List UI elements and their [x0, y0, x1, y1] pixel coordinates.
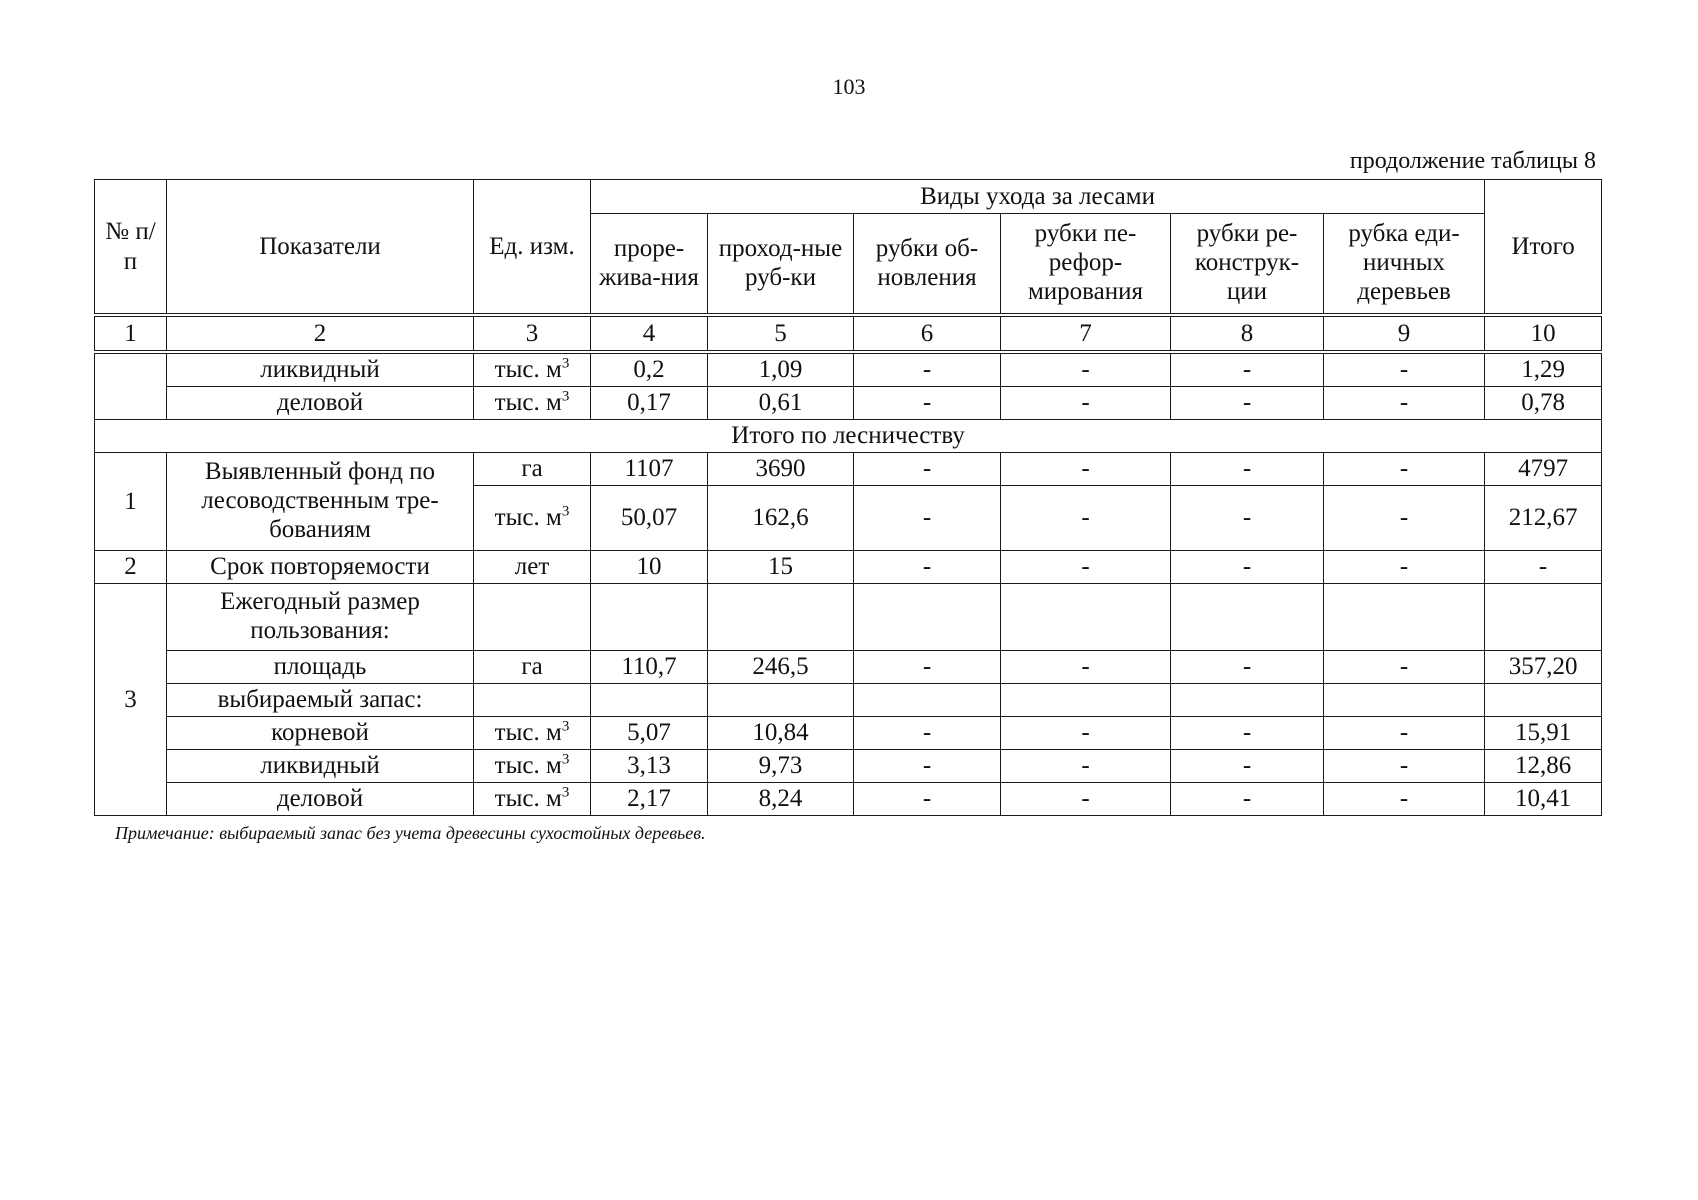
unit-cell: тыс. $м^3$ — [474, 717, 591, 750]
header-thinning: проре-жива-ния — [591, 214, 708, 316]
row-label: деловой — [167, 387, 474, 420]
header-indicators: Показатели — [167, 180, 474, 316]
value-cell: - — [854, 486, 1001, 551]
column-number: 9 — [1324, 315, 1485, 352]
value-cell: - — [1001, 352, 1171, 387]
value-cell: - — [1001, 783, 1171, 816]
empty-cell — [1001, 584, 1171, 651]
value-cell: - — [1324, 717, 1485, 750]
table-continuation-label: продолжение таблицы 8 — [1349, 148, 1596, 174]
row-label: ликвидный — [167, 750, 474, 783]
value-cell: 5,07 — [591, 717, 708, 750]
value-cell: 15 — [708, 551, 854, 584]
value-cell: - — [1171, 387, 1324, 420]
empty-cell — [1171, 684, 1324, 717]
value-cell: - — [1001, 750, 1171, 783]
empty-cell — [854, 684, 1001, 717]
value-cell: - — [1001, 453, 1171, 486]
total-cell: 12,86 — [1485, 750, 1602, 783]
row-label: деловой — [167, 783, 474, 816]
value-cell: 1107 — [591, 453, 708, 486]
empty-cell — [1485, 584, 1602, 651]
value-cell: - — [1324, 750, 1485, 783]
value-cell: 8,24 — [708, 783, 854, 816]
total-cell: - — [1485, 551, 1602, 584]
value-cell: 3690 — [708, 453, 854, 486]
value-cell: - — [1324, 551, 1485, 584]
row-label: Ежегодный размер пользования: — [167, 584, 474, 651]
value-cell: 246,5 — [708, 651, 854, 684]
unit-cell: тыс. $м^3$ — [474, 387, 591, 420]
header-total: Итого — [1485, 180, 1602, 316]
value-cell: - — [1171, 352, 1324, 387]
section-title-row — [95, 420, 1602, 453]
value-cell: 10 — [591, 551, 708, 584]
header-reconstruction-cutting: рубки ре-конструк-ции — [1171, 214, 1324, 316]
value-cell: - — [1001, 486, 1171, 551]
value-cell: - — [1001, 717, 1171, 750]
row-label: Срок повторяемости — [167, 551, 474, 584]
value-cell: - — [854, 352, 1001, 387]
empty-cell — [474, 584, 591, 651]
table-row — [95, 352, 1602, 387]
column-number: 10 — [1485, 315, 1602, 352]
page-number: 103 — [832, 74, 866, 99]
empty-cell — [1324, 584, 1485, 651]
value-cell: 50,07 — [591, 486, 708, 551]
forest-care-table — [94, 179, 1602, 816]
value-cell: - — [1001, 387, 1171, 420]
empty-cell — [1171, 584, 1324, 651]
table-row — [95, 783, 1602, 816]
value-cell: - — [854, 551, 1001, 584]
header-no: № п/п — [95, 180, 167, 316]
value-cell: 0,17 — [591, 387, 708, 420]
value-cell: - — [1171, 486, 1324, 551]
column-number: 3 — [474, 315, 591, 352]
value-cell: 162,6 — [708, 486, 854, 551]
column-number: 1 — [95, 315, 167, 352]
value-cell: 0,61 — [708, 387, 854, 420]
unit-cell: га — [474, 651, 591, 684]
table-row — [95, 453, 1602, 486]
value-cell: - — [1324, 352, 1485, 387]
row-label: корневой — [167, 717, 474, 750]
table-row — [95, 551, 1602, 584]
table-row — [95, 584, 1602, 651]
table-note: Примечание: выбираемый запас без учета древесины сухостойных деревьев. — [115, 823, 706, 843]
value-cell: 2,17 — [591, 783, 708, 816]
value-cell: - — [1171, 717, 1324, 750]
value-cell: - — [1171, 750, 1324, 783]
row-label: выбираемый запас: — [167, 684, 474, 717]
total-cell: 15,91 — [1485, 717, 1602, 750]
column-number: 5 — [708, 315, 854, 352]
row-number: 3 — [95, 584, 167, 816]
header-care-types: Виды ухода за лесами — [591, 180, 1485, 214]
column-number: 8 — [1171, 315, 1324, 352]
value-cell: - — [854, 750, 1001, 783]
unit-cell: лет — [474, 551, 591, 584]
header-reformation-cutting: рубки пе-рефор-мирования — [1001, 214, 1171, 316]
header-passage-cutting: проход-ные руб-ки — [708, 214, 854, 316]
value-cell: - — [854, 651, 1001, 684]
header-row — [95, 180, 1602, 214]
table-row — [95, 651, 1602, 684]
value-cell: - — [854, 783, 1001, 816]
value-cell: - — [1171, 453, 1324, 486]
value-cell: - — [854, 453, 1001, 486]
value-cell: 0,2 — [591, 352, 708, 387]
empty-cell — [591, 584, 708, 651]
table-row — [95, 387, 1602, 420]
column-number: 6 — [854, 315, 1001, 352]
unit-cell: тыс. $м^3$ — [474, 486, 591, 551]
value-cell: 3,13 — [591, 750, 708, 783]
total-cell: 0,78 — [1485, 387, 1602, 420]
header-renewal-cutting: рубки об-новления — [854, 214, 1001, 316]
value-cell: - — [1324, 453, 1485, 486]
total-cell: 1,29 — [1485, 352, 1602, 387]
empty-cell — [1001, 684, 1171, 717]
unit-cell: га — [474, 453, 591, 486]
value-cell: 9,73 — [708, 750, 854, 783]
column-numbers-row — [95, 315, 1602, 352]
row-number: 1 — [95, 453, 167, 551]
row-number: 2 — [95, 551, 167, 584]
unit-cell: тыс. $м^3$ — [474, 750, 591, 783]
value-cell: 1,09 — [708, 352, 854, 387]
total-cell: 212,67 — [1485, 486, 1602, 551]
header-unit: Ед. изм. — [474, 180, 591, 316]
table-row — [95, 717, 1602, 750]
column-number: 7 — [1001, 315, 1171, 352]
value-cell: - — [854, 387, 1001, 420]
total-cell: 4797 — [1485, 453, 1602, 486]
empty-cell — [591, 684, 708, 717]
column-number: 4 — [591, 315, 708, 352]
value-cell: - — [1001, 651, 1171, 684]
value-cell: - — [1324, 651, 1485, 684]
value-cell: 110,7 — [591, 651, 708, 684]
section-title: Итого по лесничеству — [95, 420, 1602, 453]
table-row — [95, 684, 1602, 717]
unit-cell: тыс. $м^3$ — [474, 352, 591, 387]
unit-cell: тыс. $м^3$ — [474, 783, 591, 816]
empty-cell — [854, 584, 1001, 651]
value-cell: - — [1324, 486, 1485, 551]
table-row — [95, 750, 1602, 783]
value-cell: - — [1171, 651, 1324, 684]
empty-cell — [474, 684, 591, 717]
value-cell: - — [1324, 783, 1485, 816]
row-label: Выявленный фонд по лесоводственным тре-бованиям — [167, 453, 474, 551]
empty-cell — [1324, 684, 1485, 717]
value-cell: - — [1001, 551, 1171, 584]
column-number: 2 — [167, 315, 474, 352]
row-number-empty — [95, 352, 167, 420]
row-label: площадь — [167, 651, 474, 684]
empty-cell — [708, 684, 854, 717]
total-cell: 10,41 — [1485, 783, 1602, 816]
total-cell: 357,20 — [1485, 651, 1602, 684]
empty-cell — [1485, 684, 1602, 717]
value-cell: - — [1171, 551, 1324, 584]
value-cell: 10,84 — [708, 717, 854, 750]
value-cell: - — [854, 717, 1001, 750]
value-cell: - — [1171, 783, 1324, 816]
header-single-tree-cutting: рубка еди-ничных деревьев — [1324, 214, 1485, 316]
row-label: ликвидный — [167, 352, 474, 387]
empty-cell — [708, 584, 854, 651]
value-cell: - — [1324, 387, 1485, 420]
